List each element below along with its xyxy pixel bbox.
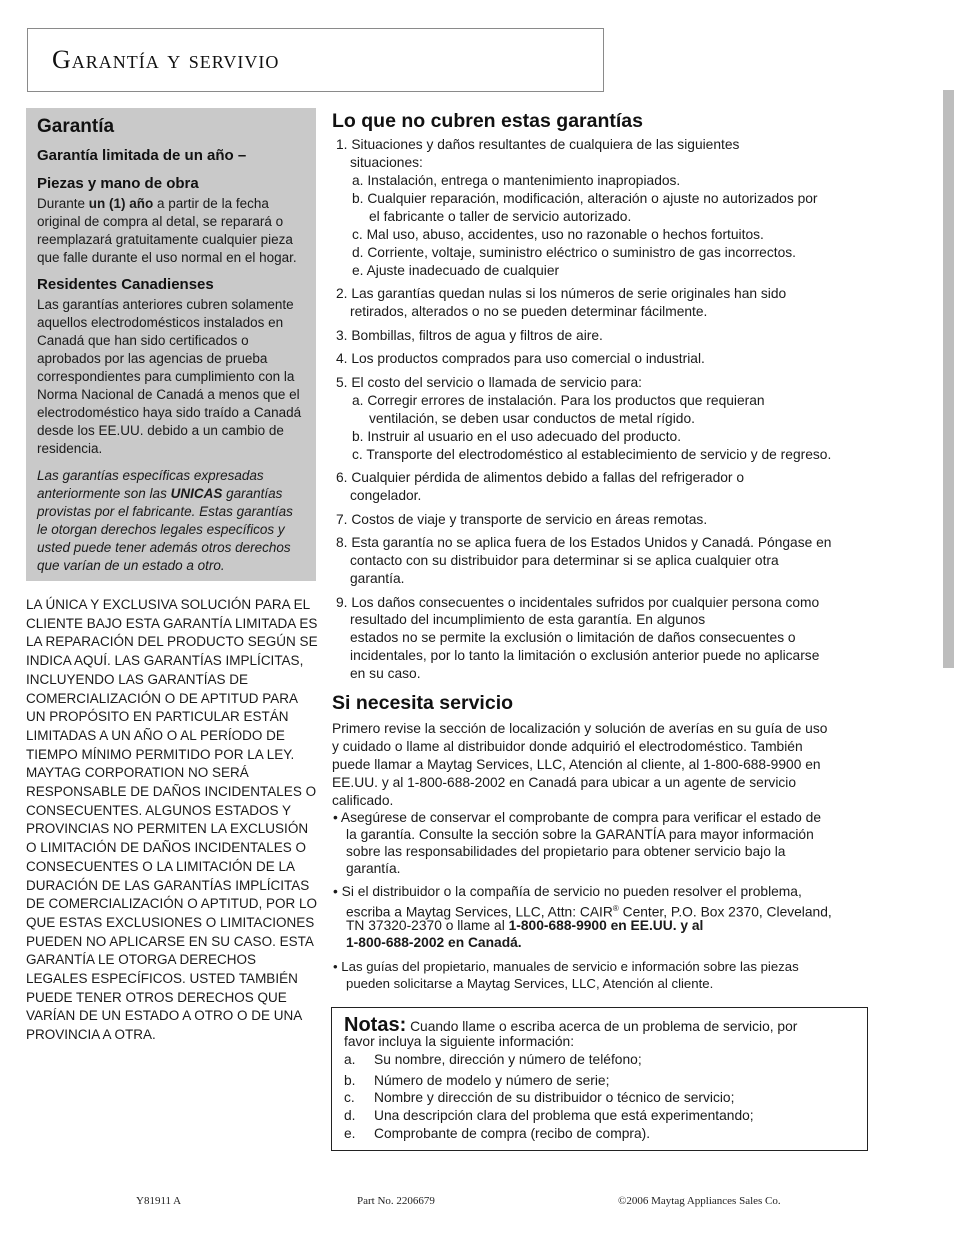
service-line: puede llamar a Maytag Services, LLC, Atención al cliente, al 1-800-688-9900 en xyxy=(332,757,821,772)
service-line: calificado. xyxy=(332,793,394,808)
list-item: b. Instruir al usuario en el uso adecuado del producto. xyxy=(352,429,682,444)
exclusive-remedy-paragraph: LA ÚNICA Y EXCLUSIVA SOLUCIÓN PARA EL CLIENTE BAJO ESTA GARANTÍA LIMITADA ES LA REPARACIÓN DEL PRODUCTO SEGÚN SE INDICA AQUÍ. LAS GARANTÍAS IMPLÍCITAS, INCLUYENDO LAS GARANTÍAS DE COMERCIALIZACIÓN O DE APTITUD PARA UN PROPÓSITO EN PARTICULAR ESTÁN LIMITADAS A UN AÑO O AL PERÍODO DE TIEMPO MÍNIMO PERMITIDO POR LA LEY. MAYTAG CORPORATION NO SERÁ RESPONSABLE DE DAÑOS INCIDENTALES O CONSECUENTES. ALGUNOS ESTADOS Y PROVINCIAS NO PERMITEN LA EXCLUSIÓN O LIMITACIÓN DE DAÑOS INCIDENTALES O CONSECUENTES O LA LIMITACIÓN DE LA DURACIÓN DE LAS GARANTÍAS IMPLÍCITAS DE COMERCIALIZACIÓN O APTITUD, POR LO QUE ESTAS EXCLUSIONES O LIMITACIONES PUEDEN NO APLICARSE EN SU CASO. ESTA GARANTÍA LE OTORGA DERECHOS LEGALES ESPECÍFICOS. USTED TAMBIÉN PUEDE TENER OTROS DERECHOS QUE VARÍAN DE UN ESTADO A OTRO O DE UNA PROVINCIA A OTRA. xyxy=(26,597,318,1043)
footer-doc-code: Y81911 A xyxy=(136,1195,182,1207)
list-item: 7. Costos de viaje y transporte de servicio en áreas remotas. xyxy=(336,512,708,527)
service-line: • Asegúrese de conservar el comprobante de compra para verificar el estado de xyxy=(333,810,821,825)
canadian-body: Las garantías anteriores cubren solamente aquellos electrodomésticos instalados en Canadá que han sido certificados o aprobados por las agencias de prueba correspondientes para cumplimiento con la Norma Nacional de Canadá a menos que el electrodoméstico haya sido traído a Canadá desde los EE.UU. debido a un cambio de residencia. xyxy=(37,297,302,456)
service-line: pueden solicitarse a Maytag Services, LLC, Atención al cliente. xyxy=(346,976,714,991)
list-item: b. Número de modelo y número de serie; xyxy=(344,1073,610,1088)
service-line: 1-800-688-2002 en Canadá. xyxy=(346,935,522,950)
list-item: incidentales, por lo tanto la limitación o exclusión anterior puede no aplicarse xyxy=(350,648,820,663)
list-item: ventilación, se deben usar conductos de metal rígido. xyxy=(369,411,695,426)
list-item: garantía. xyxy=(350,571,405,586)
list-item: 5. El costo del servicio o llamada de servicio para: xyxy=(336,375,642,390)
service-line: • Si el distribuidor o la compañía de servicio no pueden resolver el problema, xyxy=(333,884,802,899)
limited-warranty-body: Durante un (1) año a partir de la fecha original de compra al detal, se reparará o reemplazará gratuitamente cualquier pieza que falle durante el uso normal en el hogar. xyxy=(37,196,297,265)
service-line: escriba a Maytag Services, LLC, Attn: CAIR® Center, P.O. Box 2370, Cleveland, xyxy=(346,904,832,920)
list-item: 8. Esta garantía no se aplica fuera de los Estados Unidos y Canadá. Póngase en xyxy=(336,535,832,550)
list-item: d. Una descripción clara del problema que está experimentando; xyxy=(344,1108,754,1123)
list-item: 2. Las garantías quedan nulas si los números de serie originales han sido xyxy=(336,286,787,301)
list-item: 9. Los daños consecuentes o incidentales sufridos por cualquier persona como xyxy=(336,595,820,610)
service-line: TN 37320-2370 o llame al 1-800-688-9900 en EE.UU. y al xyxy=(346,918,704,933)
service-line: sobre las responsabilidades del propietario para obtener servicio bajo la xyxy=(346,844,786,859)
warranty-italic-note: Las garantías específicas expresadas anteriormente son las UNICAS garantías provistas por el fabricante. Estas garantías le otorgan derechos legales específicos y usted puede tener además otros derechos que varían de un estado a otro. xyxy=(37,468,293,573)
canadian-heading: Residentes Canadienses xyxy=(37,276,214,293)
list-item: a. Su nombre, dirección y número de teléfono; xyxy=(344,1052,642,1067)
not-covered-heading: Lo que no cubren estas garantías xyxy=(332,110,643,132)
warranty-heading: Garantía xyxy=(37,116,115,137)
notes-intro-2: favor incluya la siguiente información: xyxy=(344,1034,575,1049)
list-item: 6. Cualquier pérdida de alimentos debido a fallas del refrigerador o xyxy=(336,470,745,485)
service-heading: Si necesita servicio xyxy=(332,692,514,714)
list-item: c. Nombre y dirección de su distribuidor o técnico de servicio; xyxy=(344,1090,735,1105)
service-line: Primero revise la sección de localización y solución de averías en su guía de uso xyxy=(332,721,828,736)
footer-part-number: Part No. 2206679 xyxy=(357,1195,435,1207)
list-item: resultado del incumplimiento de esta garantía. En algunos xyxy=(350,612,706,627)
footer-copyright: ©2006 Maytag Appliances Sales Co. xyxy=(618,1195,781,1207)
list-item: c. Transporte del electrodoméstico al establecimiento de servicio y de regreso. xyxy=(352,447,832,462)
list-item: congelador. xyxy=(350,488,422,503)
list-item: e. Comprobante de compra (recibo de compra). xyxy=(344,1126,651,1141)
notes-box xyxy=(331,1007,868,1151)
list-item: e. Ajuste inadecuado de cualquier xyxy=(352,263,560,278)
list-item: situaciones: xyxy=(350,155,423,170)
limited-warranty-heading: Garantía limitada de un año – xyxy=(37,147,247,164)
notes-intro: Notas: Cuando llame o escriba acerca de un problema de servicio, por xyxy=(344,1014,798,1036)
list-item: c. Mal uso, abuso, accidentes, uso no razonable o hechos fortuitos. xyxy=(352,227,764,242)
list-item: en su caso. xyxy=(350,666,421,681)
title-box xyxy=(27,28,604,92)
list-item: a. Corregir errores de instalación. Para los productos que requieran xyxy=(352,393,765,408)
list-item: el fabricante o taller de servicio autorizado. xyxy=(369,209,632,224)
list-item: 1. Situaciones y daños resultantes de cualquiera de las siguientes xyxy=(336,137,740,152)
list-item: retirados, alterados o no se pueden determinar fácilmente. xyxy=(350,304,708,319)
service-line: y cuidado o llame al distribuidor donde adquirió el electrodoméstico. También xyxy=(332,739,803,754)
list-item: contacto con su distribuidor para determinar si se aplica cualquier otra xyxy=(350,553,779,568)
page-title: Garantía y servivio xyxy=(52,45,280,74)
warranty-box xyxy=(26,108,316,581)
list-item: estados no se permite la exclusión o limitación de daños consecuentes o xyxy=(350,630,796,645)
edge-tab-bar xyxy=(943,90,954,668)
list-item: 4. Los productos comprados para uso comercial o industrial. xyxy=(336,351,705,366)
list-item: a. Instalación, entrega o mantenimiento inapropiados. xyxy=(352,173,681,188)
list-item: b. Cualquier reparación, modificación, alteración o ajuste no autorizados por xyxy=(352,191,818,206)
service-line: EE.UU. y al 1-800-688-2002 en Canadá para ubicar a un agente de servicio xyxy=(332,775,797,790)
parts-labor-heading: Piezas y mano de obra xyxy=(37,175,199,192)
list-item: 3. Bombillas, filtros de agua y filtros de aire. xyxy=(336,328,603,343)
service-line: la garantía. Consulte la sección sobre la GARANTÍA para mayor información xyxy=(346,827,814,842)
notes-label: Notas: xyxy=(344,1014,407,1036)
service-line: • Las guías del propietario, manuales de servicio e información sobre las piezas xyxy=(333,959,799,974)
list-item: d. Corriente, voltaje, suministro eléctrico o suministro de gas incorrectos. xyxy=(352,245,796,260)
service-line: garantía. xyxy=(346,861,401,876)
